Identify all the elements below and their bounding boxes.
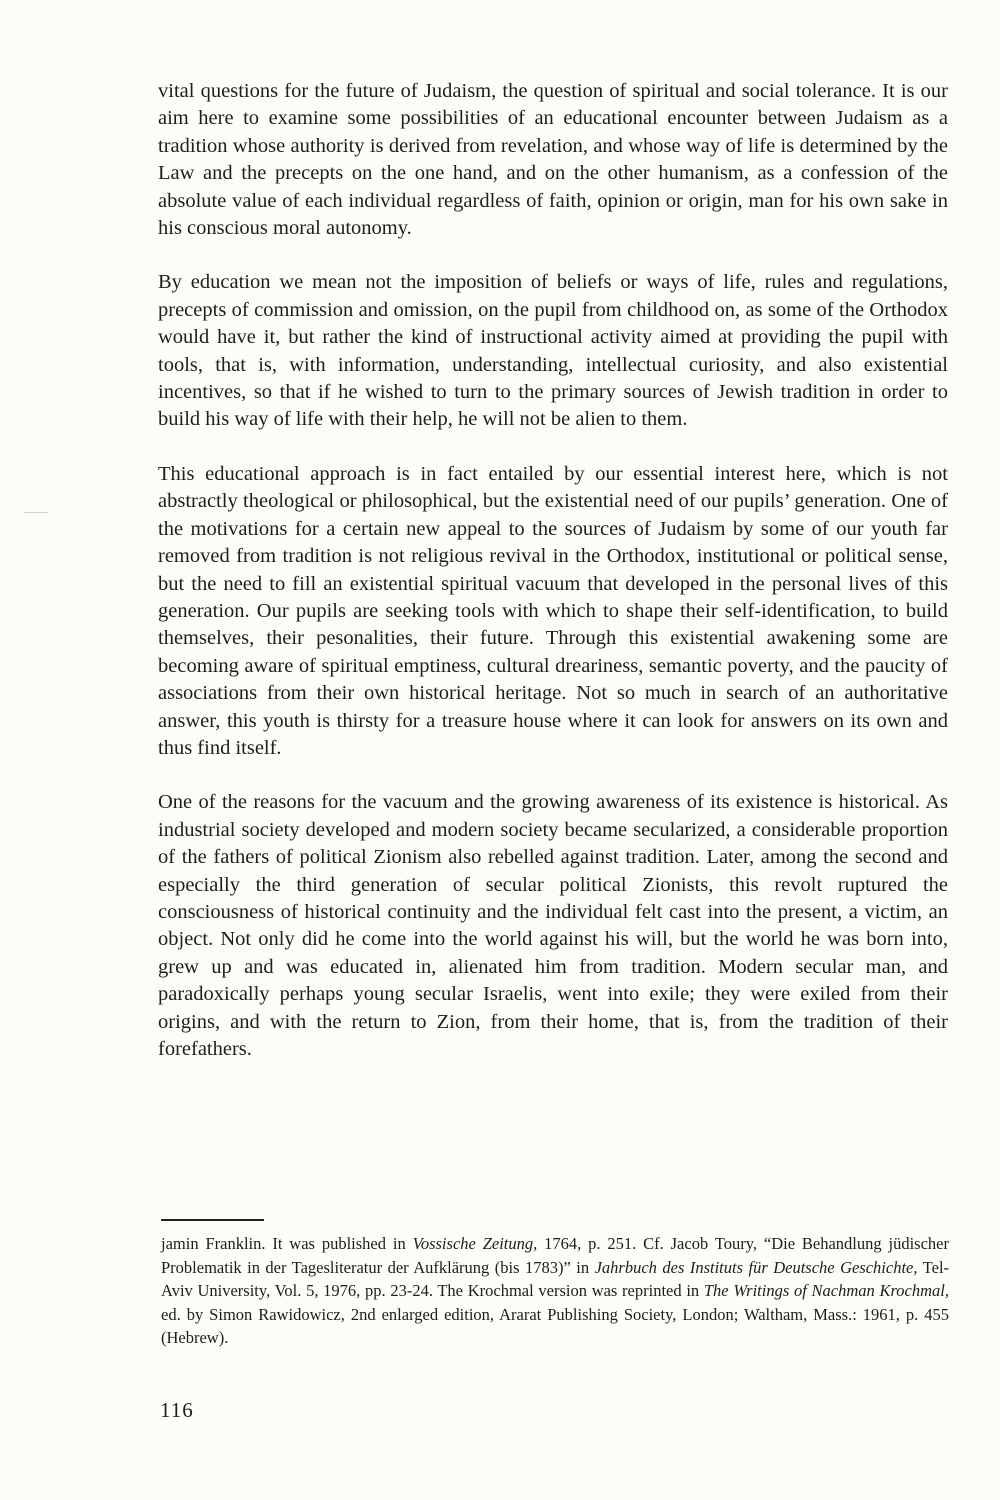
footnote-text-3: Tel-Aviv University, Vol. 5, 1976, pp. 23-24. The Krochmal version was reprinted in	[161, 1257, 950, 1301]
paragraph-2: By education we mean not the imposition of beliefs or ways of life, rules and regulations, precepts of commission and omission, on the pupil from childhood on, as some of the Orthodox would have it, but rather the kind of instructional activity aimed at providing the pupil with tools, that is, with information, understanding, intellectual curiosity, and also existential incentives, so that if he wished to turn to the primary sources of Jewish tradition in order to build his way of life with their help, he will not be alien to them.	[158, 271, 948, 431]
paragraph-3: This educational approach is in fact entailed by our essential interest here, which is not abstractly theological or philosophical, but the existential need of our pupils’ generation. One of the motivations for a certain new appeal to the sources of Judaism by some of our youth far removed from tradition is not religious revival in the Orthodox, institutional or political sense, but the need to fill an existential spiritual vacuum that developed in the personal lives of this generation. Our pupils are seeking tools with which to shape their self-identification, to build themselves, their pesonalities, their future. Through this existential awakening some are becoming aware of spiritual emptiness, cultural dreariness, semantic poverty, and the paucity of associations from their own historical heritage. Not so much in search of an authoritative answer, this youth is thirsty for a treasure house where it can look for answers on its own and thus find itself.	[158, 462, 948, 759]
margin-mark	[24, 512, 48, 513]
footnote-title-3: The Writings of Nachman Krochmal,	[703, 1281, 949, 1301]
paragraph-4: One of the reasons for the vacuum and the growing awareness of its existence is historical. As industrial society developed and modern society became secularized, a considerable proportion of the fathers of political Zionism also rebelled against tradition. Later, among the second and especially the third generation of secular political Zionists, this revolt ruptured the consciousness of historical continuity and the individual felt cast into the present, a victim, an object. Not only did he come into the world against his will, but the world he was born into, grew up and was educated in, alienated him from tradition. Modern secular man, and paradoxically perhaps young secular Israelis, went into exile; they were exiled from their origins, and with the return to Zion, from their home, that is, from the tradition of their forefathers.	[158, 791, 948, 1060]
footnote-title-2: Jahrbuch des Instituts für Deutsche Geschichte,	[594, 1257, 918, 1277]
footnote-text-2: 1764, p. 251. Cf. Jacob Toury, “Die Behandlung jüdischer Problematik in der Tagesliteratur der Aufklärung (bis 1783)” in	[161, 1234, 949, 1277]
footnote	[161, 1232, 949, 1350]
footnote-divider	[161, 1219, 264, 1221]
main-text	[158, 78, 948, 1063]
footnote-title-1: Vossische Zeitung,	[412, 1234, 538, 1253]
footnote-text-1: jamin Franklin. It was published in	[161, 1234, 413, 1253]
footnote-text-4: ed. by Simon Rawidowicz, 2nd enlarged edition, Ararat Publishing Society, London; Waltham, Mass.: 1961, p. 455 (Hebrew).	[161, 1304, 949, 1348]
paragraph-1: vital questions for the future of Judaism, the question of spiritual and social tolerance. It is our aim here to examine some possibilities of an educational encounter between Judaism as a tradition whose authority is derived from revelation, and whose way of life is determined by the Law and the precepts on the one hand, and on the other humanism, as a confession of the absolute value of each individual regardless of faith, opinion or origin, man for his own sake in his conscious moral autonomy.	[158, 80, 948, 240]
page-number: 116	[160, 1398, 194, 1422]
